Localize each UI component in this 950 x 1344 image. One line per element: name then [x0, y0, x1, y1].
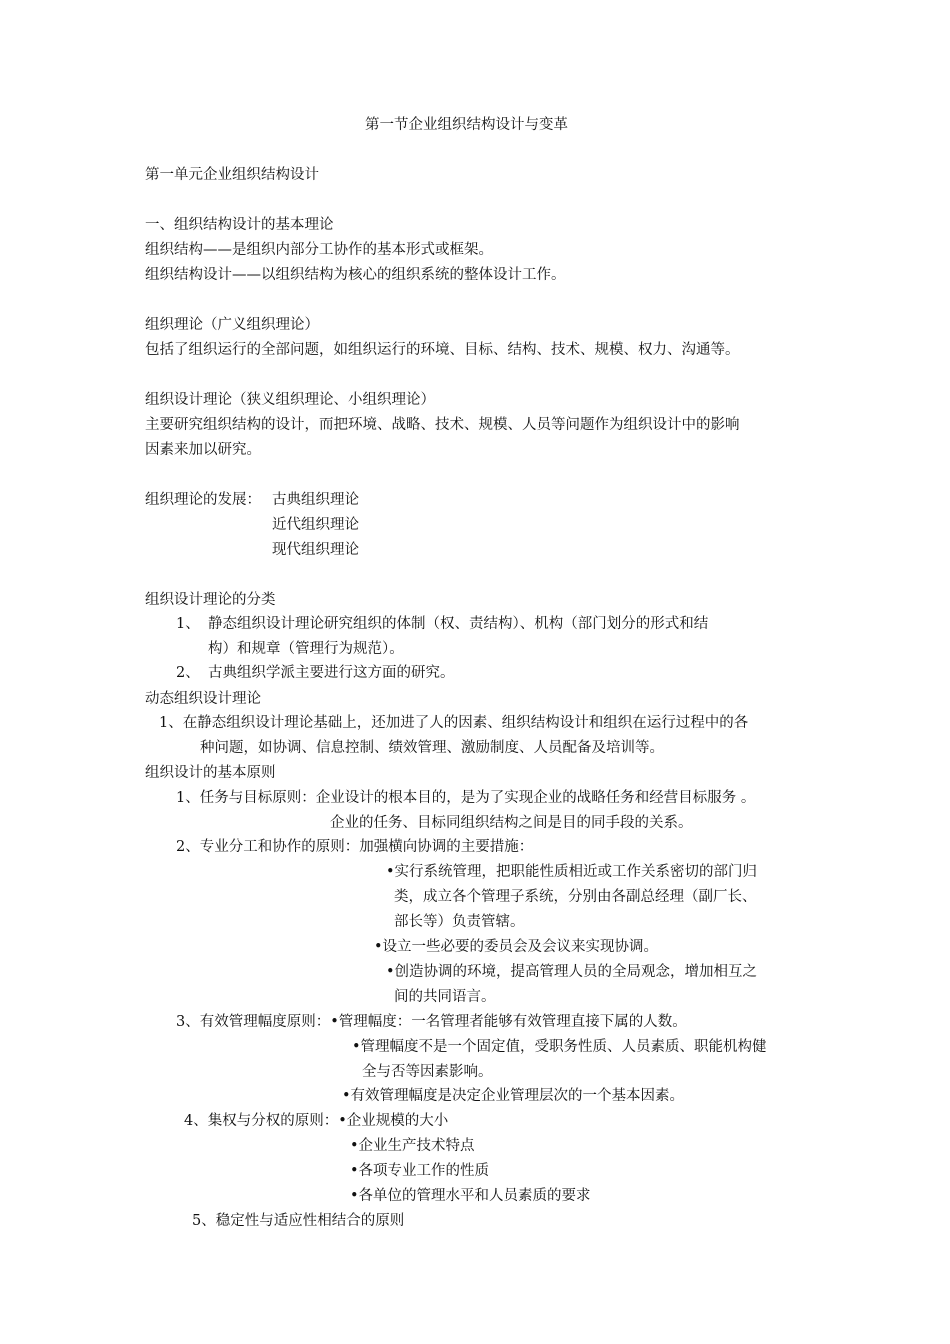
list-item-text: 古典组织学派主要进行这方面的研究。 — [208, 665, 455, 681]
principles-heading: 组织设计的基本原则 — [145, 765, 276, 781]
principle-item: 5、稳定性与适应性相结合的原则 — [192, 1213, 405, 1229]
broad-theory-heading: 组织理论（广义组织理论） — [145, 317, 319, 333]
definition-line: 组织结构设计——以组织结构为核心的组织系统的整体设计工作。 — [145, 267, 566, 283]
principle-item: 1、任务与目标原则：企业设计的根本目的，是为了实现企业的战略任务和经营目标服务 。 — [176, 790, 756, 806]
development-item: 古典组织理论 — [272, 492, 359, 508]
narrow-theory-body: 因素来加以研究。 — [145, 442, 261, 458]
bullet-item: 部长等）负责管辖。 — [394, 914, 525, 930]
development-item: 近代组织理论 — [272, 517, 359, 533]
development-item: 现代组织理论 — [272, 542, 359, 558]
list-item-text: 静态组织设计理论研究组织的体制（权、责结构）、机构（部门划分的形式和结 — [208, 616, 709, 632]
bullet-item: •实行系统管理，把职能性质相近或工作关系密切的部门归 — [386, 864, 758, 880]
principle-item: 4、集权与分权的原则：•企业规模的大小 — [184, 1113, 449, 1129]
bullet-item: 全与否等因素影响。 — [362, 1064, 493, 1080]
bullet-item: •有效管理幅度是决定企业管理层次的一个基本因素。 — [342, 1088, 685, 1104]
section-heading: 一、组织结构设计的基本理论 — [145, 217, 334, 233]
dynamic-item: 种问题，如协调、信息控制、绩效管理、激励制度、人员配备及培训等。 — [200, 740, 664, 756]
narrow-theory-body: 主要研究组织结构的设计，而把环境、战略、技术、规模、人员等问题作为组织设计中的影响 — [145, 417, 740, 433]
bullet-item: •设立一些必要的委员会及会议来实现协调。 — [374, 939, 659, 955]
definition-line: 组织结构——是组织内部分工协作的基本形式或框架。 — [145, 242, 493, 258]
list-number: 1、 — [176, 616, 200, 632]
bullet-item: •创造协调的环境，提高管理人员的全局观念，增加相互之 — [386, 964, 758, 980]
dynamic-item: 1、在静态组织设计理论基础上，还加进了人的因素、组织结构设计和组织在运行过程中的各 — [159, 715, 749, 731]
bullet-item: •各单位的管理水平和人员素质的要求 — [350, 1188, 591, 1204]
bullet-item: •管理幅度不是一个固定值，受职务性质、人员素质、职能机构健 — [352, 1039, 767, 1055]
principle-item: 2、专业分工和协作的原则：加强横向协调的主要措施： — [176, 839, 534, 855]
dynamic-heading: 动态组织设计理论 — [145, 691, 261, 707]
unit-title: 第一单元企业组织结构设计 — [145, 167, 319, 183]
principle-item: 3、有效管理幅度原则：•管理幅度：一名管理者能够有效管理直接下属的人数。 — [176, 1014, 687, 1030]
bullet-item: •企业生产技术特点 — [350, 1138, 475, 1154]
bullet-item: 类，成立各个管理子系统，分别由各副总经理（副厂长、 — [394, 889, 757, 905]
principle-item: 企业的任务、目标同组织结构之间是目的同手段的关系。 — [330, 815, 693, 831]
list-item-text: 构）和规章（管理行为规范）。 — [208, 641, 404, 657]
page-title: 第一节企业组织结构设计与变革 — [365, 117, 568, 133]
narrow-theory-heading: 组织设计理论（狭义组织理论、小组织理论） — [145, 392, 435, 408]
bullet-item: 间的共同语言。 — [394, 989, 496, 1005]
classification-heading: 组织设计理论的分类 — [145, 592, 276, 608]
broad-theory-body: 包括了组织运行的全部问题，如组织运行的环境、目标、结构、技术、规模、权力、沟通等。 — [145, 342, 740, 358]
bullet-item: •各项专业工作的性质 — [350, 1163, 490, 1179]
list-number: 2、 — [176, 665, 200, 681]
development-label: 组织理论的发展： — [145, 492, 261, 508]
